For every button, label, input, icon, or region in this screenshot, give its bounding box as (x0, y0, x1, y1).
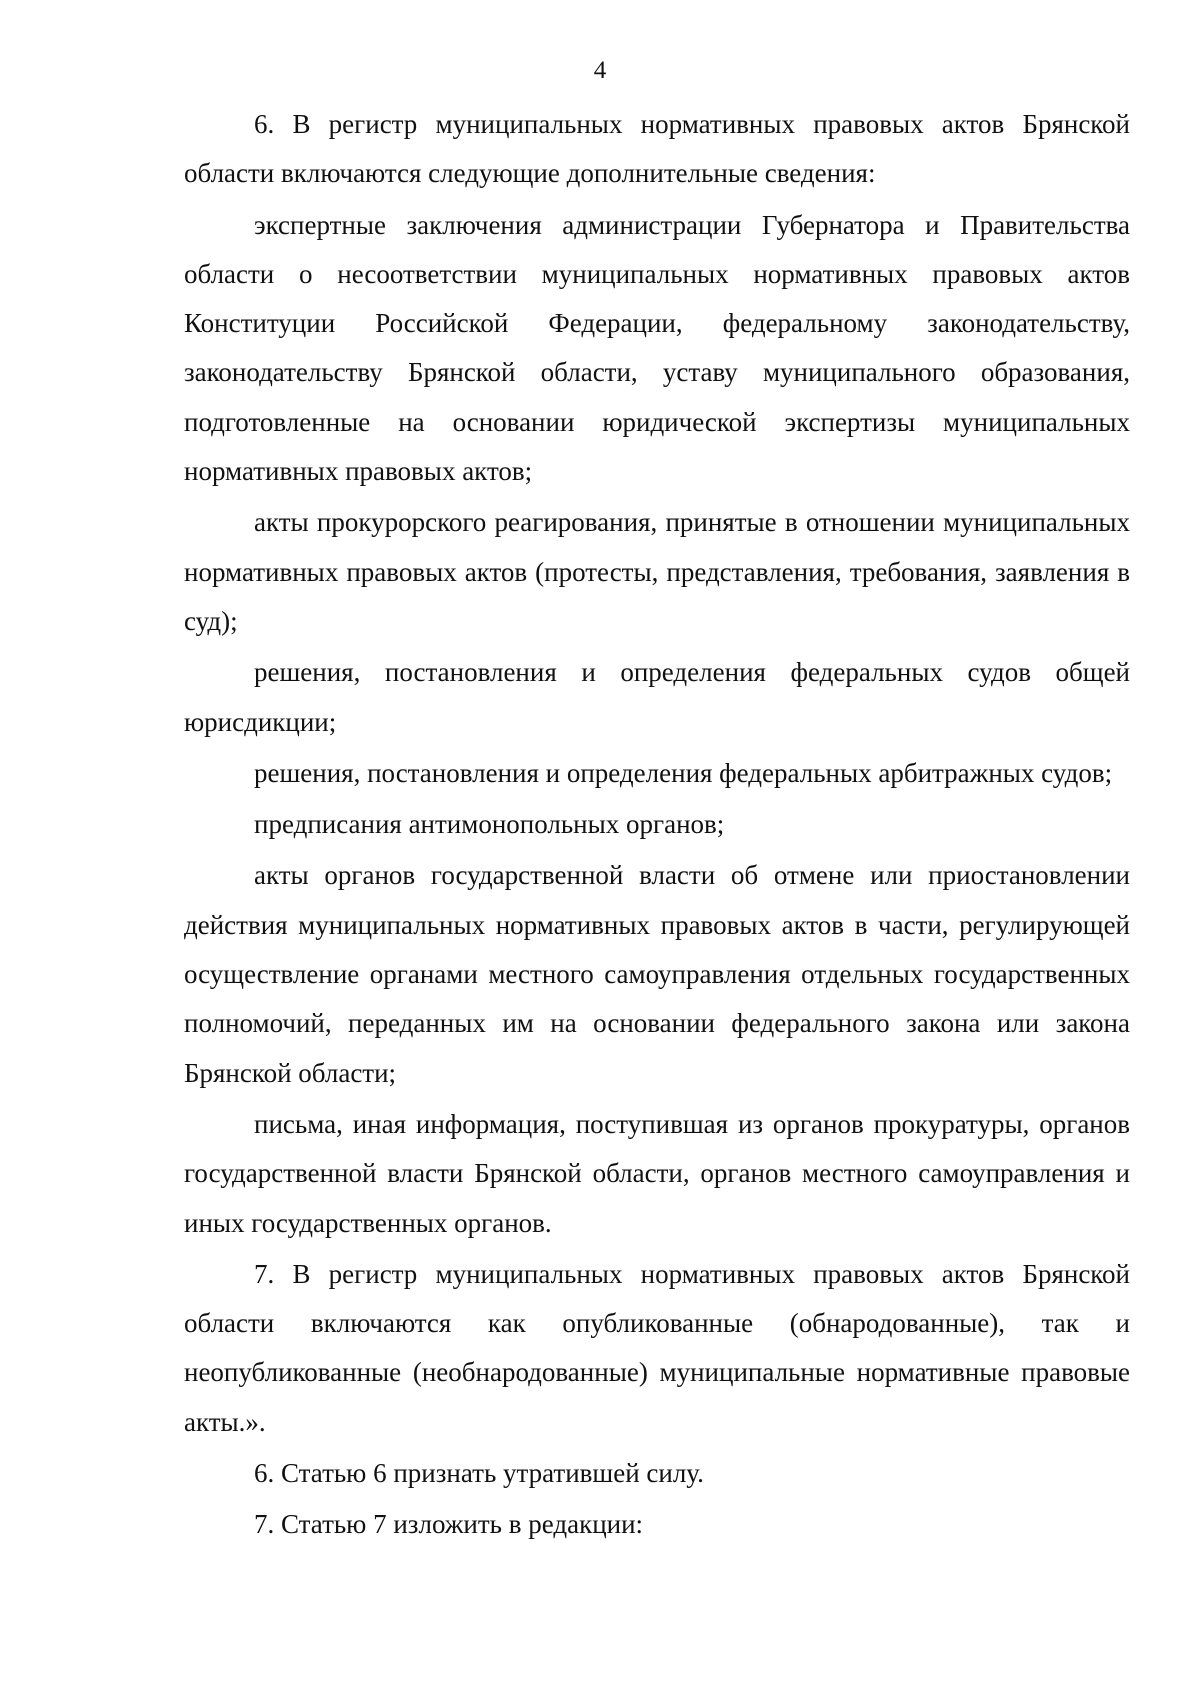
paragraph-arbitration-courts: решения, постановления и определения федеральных арбитражных судов; (254, 757, 1113, 788)
paragraph-general-courts: решения, постановления и определения федеральных судов общей юрисдикции; (184, 657, 1130, 737)
paragraph-item-7: 7. В регистр муниципальных нормативных правовых актов Брянской области включаются как опубликованные (обнародованные), так и неопубликованные (необнародованные) муниципальные нормативные правовые акты.». (184, 1258, 1130, 1437)
paragraph-expert-conclusions: экспертные заключения администрации Губернатора и Правительства области о несоответствии муниципальных нормативных правовых актов Конституции Российской Федерации, федеральному законодательству, законодательству Брянской области, уставу муниципального образования, подготовленные на основании юридической экспертизы муниципальных нормативных правовых актов; (184, 209, 1130, 487)
paragraph-letters: письма, иная информация, поступившая из органов прокуратуры, органов государственной власти Брянской области, органов местного самоуправления и иных государственных органов. (184, 1108, 1130, 1238)
paragraph-antimonopoly: предписания антимонопольных органов; (254, 809, 725, 840)
paragraph-item-6: 6. В регистр муниципальных нормативных правовых актов Брянской области включаются следующие дополнительные сведения: (184, 109, 1130, 189)
paragraph-state-authority-acts: акты органов государственной власти об отмене или приостановлении действия муниципальных нормативных правовых актов в части, регулирующей осуществление органами местного самоуправления отдельных государственных полномочий, переданных им на основании федерального закона или закона Брянской области; (184, 860, 1130, 1088)
paragraph-prosecutor-acts: акты прокурорского реагирования, принятые в отношении муниципальных нормативных правовых актов (протесты, представления, требования, заявления в суд); (184, 507, 1130, 636)
document-body (184, 100, 1130, 1552)
paragraph-article-7: 7. Статью 7 изложить в редакции: (254, 1509, 644, 1540)
page-number: 4 (593, 57, 607, 84)
paragraph-article-6: 6. Статью 6 признать утратившей силу. (254, 1458, 704, 1489)
